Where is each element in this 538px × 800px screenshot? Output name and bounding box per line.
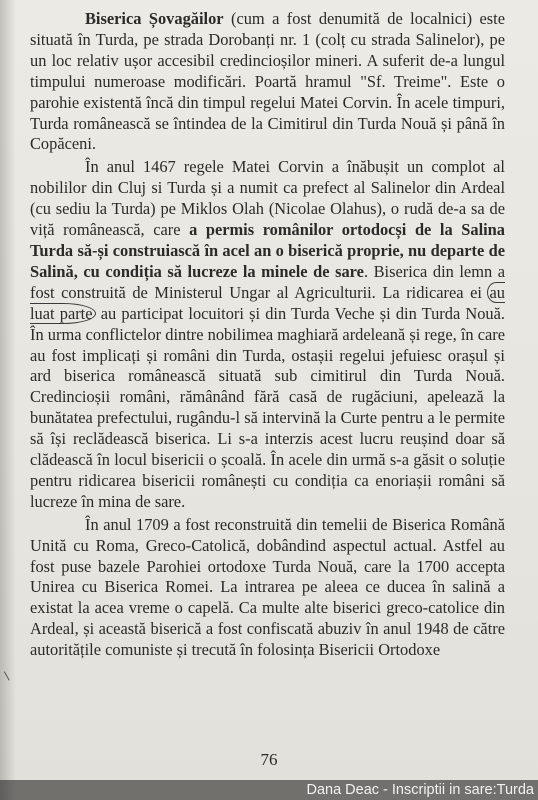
- paragraph-2-text-b: . Biserica din lemn a fost construită de Ministerul Ungar al Agriculturii. La ridicarea ei: [30, 261, 505, 302]
- paragraph-3-text: În anul 1709 a fost reconstruită din temelii de Biserica Română Unită cu Roma, Greco-Catolică, dobândind aspectul actual. Astfel au fost puse bazele Parohiei ortodoxe Turda Nouă, care la 1700 accepta Unirea cu Biserica Romei. La intrarea pe aleea ce ducea în salină a existat la acea vreme o capelă. Ca multe alte biserici greco-catolice din Ardeal, și această biserică a fost confiscată abuziv în anul 1948 de către autoritățile comuniste și trecută în folosința Bisericii Ortodoxe: [30, 514, 505, 660]
- paragraph-2-text-c: au participat locuitori și din Turda Veche și din Turda Nouă. În urma conflictelor dintre nobilimea maghiară ardeleană și rege, în care au fost implicați și români din Turda, ostașii regelui jefuiesc orașul și ard biserica românească situată sub cimitirul din Turda Nouă. Credincioșii români, rămânând fără casă de rugăciuni, apelează la bunătatea prefectului, rugându-l să intervină la Curte pentru a le permite să își reclădească biserica. Li s-a interzis acest lucru reușind doar să clădească în locul bisericii o școală. În acele din urmă s-a găsit o soluție pentru ridicarea bisericii românești cu condiția ca enoriașii români să lucreze în mina de sare.: [30, 303, 505, 511]
- paragraph-1: [30, 9, 505, 155]
- page-number: 76: [260, 750, 278, 769]
- paragraph-2-text-a: În anul 1467 regele Matei Corvin a înăbușit un complot al nobililor din Cluj si Turda și a numit ca prefect al Salinelor din Ardeal (cu sediu la Turda) pe Miklos Olah (Nicolae Olahus), o rudă de-a sa de viță românească, care: [30, 157, 505, 240]
- circled-annotation: au luat parte: [30, 282, 505, 323]
- church-name: Biserica Șovagăilor: [85, 9, 224, 28]
- paragraph-2: [30, 157, 505, 512]
- body-text: [30, 9, 505, 661]
- paragraph-3: [30, 515, 505, 661]
- pencil-mark: [4, 669, 13, 680]
- paragraph-2-bold: a permis românilor ortodocși de la Salina Turda să-și construiască în acel an o biserică proprie, nu departe de Salină, cu condiția să lucreze la minele de sare: [30, 220, 505, 281]
- watermark: Dana Deac - Inscriptii in sare:Turda: [0, 780, 538, 800]
- paragraph-1-text: (cum a fost denumită de localnici) este situată în Turda, pe strada Dorobanți nr. 1 (colț cu strada Salinelor), pe un loc relativ ușor accesibil credincioșilor mineri. A suferit de-a lungul timpului numeroase modificări. Poartă hramul "Sf. Treime". Este o parohie existentă încă din timpul regelui Matei Corvin. În acele timpuri, Turda românească se întindea de la Cimitirul din Turda Nouă și până în Copăceni.: [30, 9, 505, 154]
